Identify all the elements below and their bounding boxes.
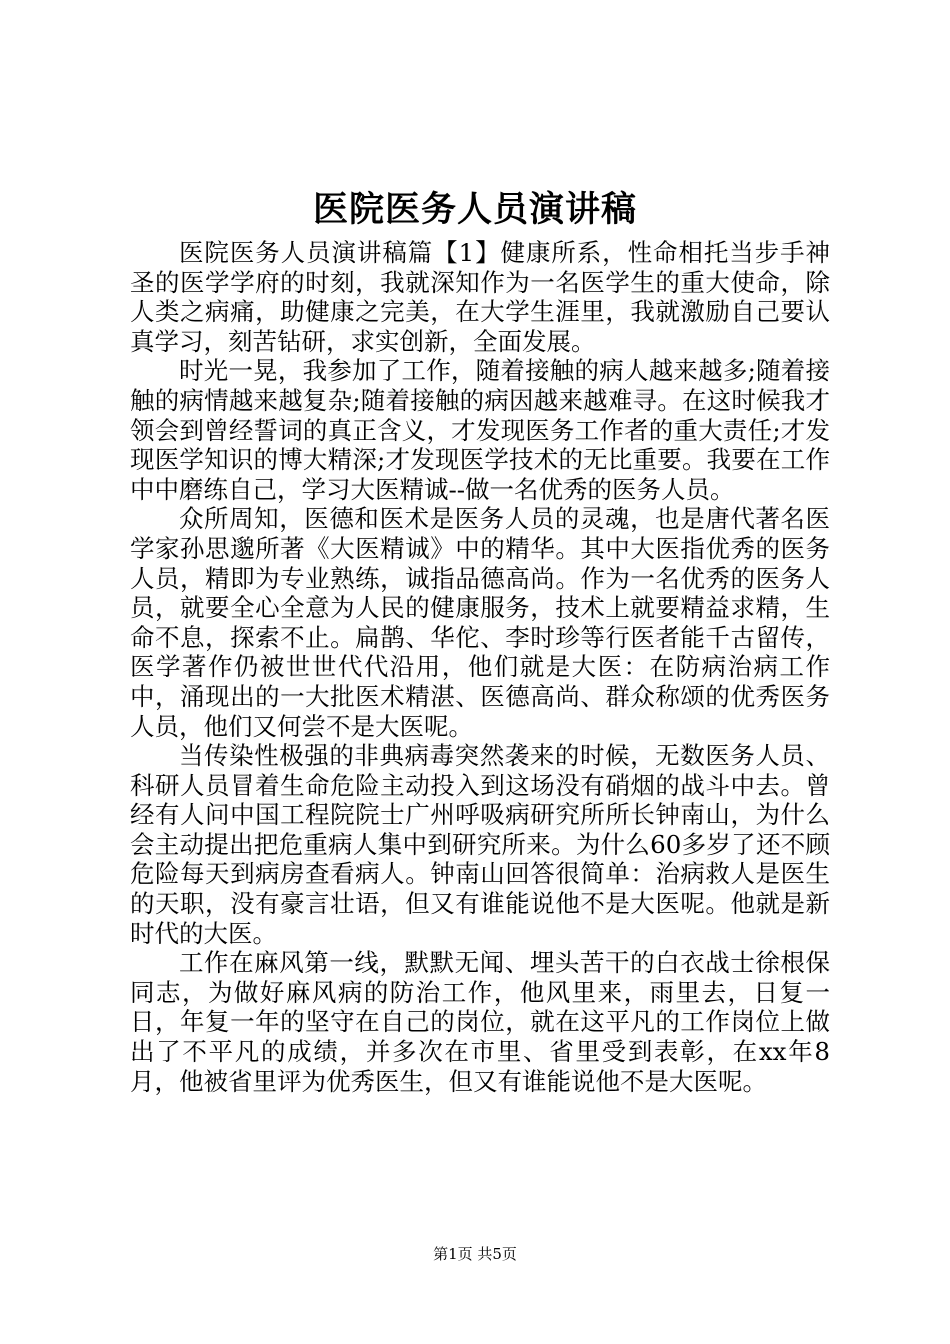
paragraph: 医院医务人员演讲稿篇【1】健康所系，性命相托当步手神圣的医学学府的时刻，我就深知作为一名医学生的重大使命，除人类之病痛，助健康之完美，在大学生涯里，我就激励自己要认真学习，刻苦钻研，求实创新，全面发展。 — [130, 238, 830, 356]
paragraph: 众所周知，医德和医术是医务人员的灵魂，也是唐代著名医学家孙思邈所著《大医精诚》中的精华。其中大医指优秀的医务人员，精即为专业熟练，诚指品德高尚。作为一名优秀的医务人员，就要全心全意为人民的健康服务，技术上就要精益求精，生命不息，探索不止。扁鹊、华佗、李时珍等行医者能千古留传，医学著作仍被世世代代沿用，他们就是大医：在防病治病工作中，涌现出的一大批医术精湛、医德高尚、群众称颂的优秀医务人员，他们又何尝不是大医呢。 — [130, 504, 830, 741]
paragraph: 当传染性极强的非典病毒突然袭来的时候，无数医务人员、科研人员冒着生命危险主动投入到这场没有硝烟的战斗中去。曾经有人问中国工程院院士广州呼吸病研究所所长钟南山，为什么会主动提出把危重病人集中到研究所来。为什么60多岁了还不顾危险每天到病房查看病人。钟南山回答很简单：治病救人是医生的天职，没有豪言壮语，但又有谁能说他不是大医呢。他就是新时代的大医。 — [130, 741, 830, 948]
document-title: 医院医务人员演讲稿 — [312, 189, 637, 230]
document-body — [130, 238, 830, 1096]
paragraph: 工作在麻风第一线，默默无闻、埋头苦干的白衣战士徐根保同志，为做好麻风病的防治工作，他风里来，雨里去，日复一日，年复一年的坚守在自己的岗位，就在这平凡的工作岗位上做出了不平凡的成绩，并多次在市里、省里受到表彰，在xx年8月，他被省里评为优秀医生，但又有谁能说他不是大医呢。 — [130, 948, 830, 1096]
page-number-footer: 第1页 共5页 — [433, 1245, 517, 1263]
paragraph: 时光一晃，我参加了工作，随着接触的病人越来越多;随着接触的病情越来越复杂;随着接触的病因越来越难寻。在这时候我才领会到曾经誓词的真正含义，才发现医务工作者的重大责任;才发现医学知识的博大精深;才发现医学技术的无比重要。我要在工作中中磨练自己，学习大医精诚--做一名优秀的医务人员。 — [130, 356, 830, 504]
